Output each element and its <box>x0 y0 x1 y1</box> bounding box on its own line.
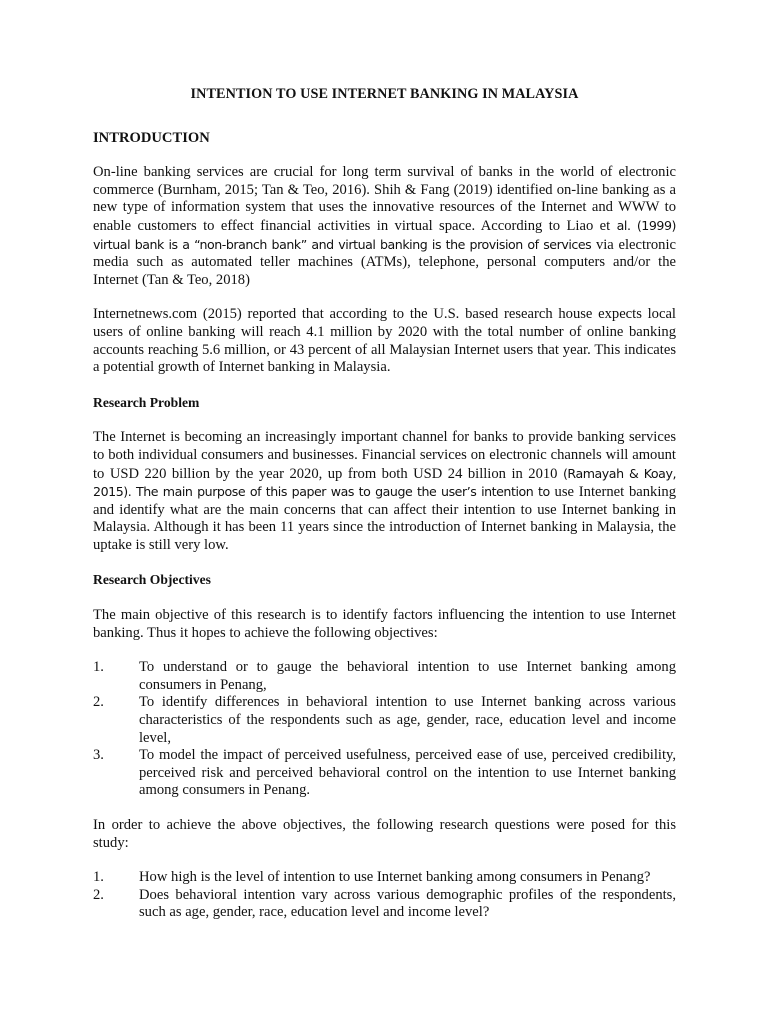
introduction-paragraph-2: Internetnews.com (2015) reported that according to the U.S. based research house expects local users of online banking will reach 4.1 million by 2020 with the total number of online banking accounts reaching 5.6 million, or 43 percent of all Malaysian Internet users that year. This indicates a potential growth of Internet banking in Malaysia. <box>93 306 676 376</box>
list-item-number: 3. <box>93 747 104 764</box>
objectives-intro: The main objective of this research is to identify factors influencing the intention to use Internet banking. Thus it hopes to achieve the following objectives: <box>93 607 676 641</box>
list-item-number: 1. <box>93 659 104 676</box>
questions-list <box>93 869 676 922</box>
problem-text-c: use Internet banking and identify what are the main concerns that can affect their intention to use Internet banking in Malaysia. Although it has been 11 years since the introduction of Internet banking in Malaysia, the uptake is still very low. <box>93 484 676 553</box>
list-item-number: 1. <box>93 869 104 886</box>
list-item-number: 2. <box>93 886 104 903</box>
list-item <box>93 659 676 694</box>
document-title: INTENTION TO USE INTERNET BANKING IN MALAYSIA <box>190 86 579 102</box>
list-item-text: To understand or to gauge the behavioral intention to use Internet banking among consumers in Penang, <box>139 659 676 693</box>
list-item <box>93 694 676 747</box>
intro-p1-text-b: al. (1999) virtual bank is a “non-branch bank” and virtual banking is the provision of services <box>93 217 676 252</box>
list-item <box>93 887 676 922</box>
research-problem-paragraph <box>93 429 676 554</box>
list-item <box>93 869 676 887</box>
introduction-paragraph-1 <box>93 164 676 289</box>
document-page <box>93 86 676 939</box>
list-item-number: 2. <box>93 694 104 711</box>
problem-text-b: (Ramayah & Koay, 2015). The main purpose of this paper was to gauge the user’s intention to <box>93 465 676 500</box>
list-item-text: To identify differences in behavioral intention to use Internet banking across various characteristics of the respondents such as age, gender, race, education level and income level, <box>139 694 676 746</box>
list-item <box>93 747 676 800</box>
intro-p1-text-a: On-line banking services are crucial for long term survival of banks in the world of electronic commerce (Burnham, 2015; Tan & Teo, 2016). Shih & Fang (2019) identified on-line banking as a new type of information system that uses the innovative resources of the Internet and WWW to enable customers to effect financial activities in virtual space. According to Liao et <box>93 164 676 234</box>
research-objectives-heading: Research Objectives <box>93 572 211 588</box>
problem-text-a: The Internet is becoming an increasingly important channel for banks to provide banking services to both individual consumers and businesses. Financial services on electronic channels will amount to USD 220 billion by the year 2020, up from both USD 24 billion in 2010 <box>93 429 676 482</box>
research-problem-heading: Research Problem <box>93 394 200 410</box>
list-item-text: To model the impact of perceived usefulness, perceived ease of use, perceived credibility, perceived risk and perceived behavioral control on the intention to use Internet banking among consumers in Penang. <box>139 747 676 799</box>
questions-intro: In order to achieve the above objectives, the following research questions were posed for this study: <box>93 817 676 851</box>
list-item-text: Does behavioral intention vary across various demographic profiles of the respondents, such as age, gender, race, education level and income level? <box>139 886 676 921</box>
list-item-text: How high is the level of intention to use Internet banking among consumers in Penang? <box>139 869 651 886</box>
objectives-list <box>93 659 676 800</box>
introduction-heading: INTRODUCTION <box>93 129 210 146</box>
intro-p1-text-c: via electronic media such as automated teller machines (ATMs), telephone, personal computers and/or the Internet (Tan & Teo, 2018) <box>93 236 676 288</box>
